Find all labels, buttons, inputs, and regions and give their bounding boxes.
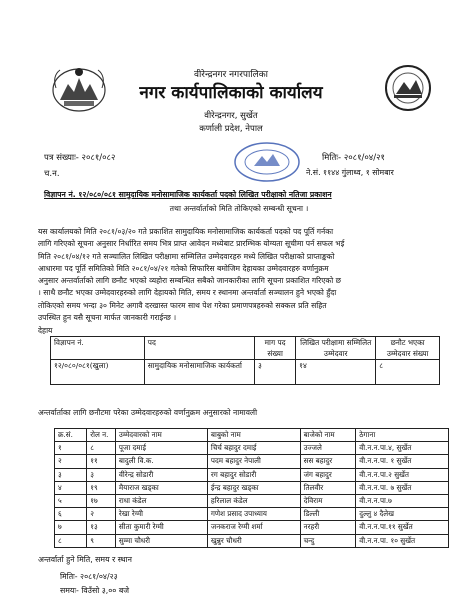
table-cell: पदम बहादुर नेपाली (207, 455, 300, 468)
table-row (55, 455, 449, 468)
table-cell: खुन्नुर चौधरी (207, 534, 300, 547)
table-cell: हरिलाल कंडेल (207, 494, 300, 507)
city-line: वीरेन्द्रनगर, सुर्खेत (204, 111, 258, 121)
body-line: आधारमा पद पूर्ति समितिको मिति २०८१/०४/२१ गतेको सिफारिस बमोजिम देहायका उम्मेदवारहरु वर्णानुक्रम (38, 263, 329, 273)
table-cell: ११ (87, 455, 116, 468)
table-row (55, 534, 449, 547)
col-demand: माग पद संख्या (255, 337, 296, 360)
table-cell: ९ (87, 534, 116, 547)
table-cell: गणेश प्रसाद उपाध्याय (207, 508, 300, 521)
interview-heading: अन्तर्वार्ता हुने मिति, समय र स्थान (38, 555, 132, 564)
table-cell: ३ (55, 468, 87, 481)
body-line: अनुसार अन्तर्वार्ताको लागि छनौट भएको व्यहोरा सम्बन्धित सबैको जानकारीका लागि सूचना प्रकाशित गरिएको छ (38, 276, 341, 286)
cell-written: १४ (296, 360, 376, 385)
col-ad-no: विज्ञापन नं. (51, 337, 145, 360)
table-cell: ४ (55, 481, 87, 494)
table-cell: ३ (87, 468, 116, 481)
interview-date: मितिः- २०८१/०४/२३ (60, 572, 118, 581)
table-row (55, 494, 449, 507)
table-row (55, 481, 449, 494)
table-cell: जंग बहादुर (300, 468, 356, 481)
table-cell: राधा कंडेल (115, 494, 207, 507)
body-line: यस कार्यालयको मिति २०८१/०३/२० गते प्रकाशित सामुदायिक मनोसामाजिक कार्यकर्ता पदको पद पूर्ति गर्नका (38, 227, 334, 236)
table-row (55, 442, 449, 455)
date-bs: मितिः- २०८१/०४/२१ (322, 153, 385, 163)
table-cell: चन्दु (300, 534, 356, 547)
col-post: पद (144, 337, 254, 360)
candidates-body (55, 442, 449, 548)
dehay-label: देहाय (38, 326, 53, 335)
table-cell: दुल्लु ४ दैलेख (356, 508, 449, 521)
table-row (55, 508, 449, 521)
table-cell: नरहरी (300, 521, 356, 534)
cell-selected: ८ (376, 360, 440, 385)
cell-post: सामुदायिक मनोसामाजिक कार्यकर्ता (144, 360, 254, 385)
table-cell: ५ (55, 494, 87, 507)
table-cell: ७ (55, 521, 87, 534)
body-line: उपस्थित हुन यसै सूचना मार्फत जानकारी गराईन्छ । (38, 313, 177, 323)
table-cell: सुम्मा चौधरी (115, 534, 207, 547)
table-cell: वी.न.न.पा.११ सुर्खेत (356, 521, 449, 534)
table-cell: वीरेन्द्र सोडारी (115, 468, 207, 481)
table-cell: सीता कुमारी रेग्मी (115, 521, 207, 534)
province-line: कर्णाली प्रदेश, नेपाल (199, 124, 263, 134)
table-cell: चिर्च बहादुर दमाई (207, 442, 300, 455)
office-stamp-icon (232, 140, 302, 184)
office-title: नगर कार्यपालिकाको कार्यालय (139, 83, 323, 103)
table-cell: ८ (87, 442, 116, 455)
table-cell: देविराम (300, 494, 356, 507)
table-row (55, 468, 449, 481)
table-cell: २ (55, 455, 87, 468)
table-cell: रेखा रेग्मी (115, 508, 207, 521)
table-cell: मैयाराज खड्का (115, 481, 207, 494)
table-cell: १ (55, 442, 87, 455)
col-father: बाबुको नाम (207, 429, 300, 442)
table-cell: सस बहादुर (300, 455, 356, 468)
notice-heading-line2: तथा अन्तर्वार्ताको मिति तोकिएको सम्बन्धी सूचना । (169, 204, 309, 213)
table-cell: ईन्द्र बहादुर खड्का (207, 481, 300, 494)
table-cell: वी.न.न.पा. ७ सुर्खेत (356, 481, 449, 494)
table-cell: रग बहादुर सोडारी (207, 468, 300, 481)
table-cell: १९ (87, 481, 116, 494)
table-cell: ६ (55, 508, 87, 521)
interview-time: समयः- विउँसो ३,०० बजे (60, 586, 130, 595)
table-cell: १३ (87, 521, 116, 534)
notice-heading-line1: विज्ञापन नं. १२/०८०/०८१ सामुदायिक मनोसामाजिक कार्यकर्ता पदको लिखित परीक्षाको नतिजा प्रकाशन (44, 190, 332, 199)
table-cell: ८ (55, 534, 87, 547)
list-heading: अन्तर्वार्ताका लागि छनौटमा परेका उम्मेदवारहरुको वर्णानुक्रम अनुसारको नामावली (38, 408, 258, 417)
candidates-table (54, 428, 449, 548)
notice-heading (44, 188, 434, 216)
table-cell: डिल्ली (300, 508, 356, 521)
body-line: लागि गरिएको सूचना अनुसार निर्धारित समय भित्र प्राप्त आवेदन मध्येबाट प्रारम्भिक योग्यता सूचीमा पर्न सफल भई (38, 239, 345, 249)
letter-number: पत्र संख्याः- २०८१/०८२ (44, 153, 116, 163)
table-cell: वी.न.न.पा.७ (356, 494, 449, 507)
body-line: । साथै छनौट भएका उम्मेदवारहरुको लागि देहायको मिति, समय र स्थानमा अन्तर्वार्ता सञ्चालन हुने भएको हुँदा (38, 288, 337, 298)
notice-body (38, 226, 428, 324)
table-cell: जनकराज रेग्मी शर्मा (207, 521, 300, 534)
table-cell: बादुली वि.क. (115, 455, 207, 468)
table-cell: वी.न.न.पा. १० सुर्खेत (356, 534, 449, 547)
col-grandfather: बाजेको नाम (300, 429, 356, 442)
col-sn: क्र.सं. (55, 429, 87, 442)
municipality-name: वीरेन्द्रनगर नगरपालिका (193, 70, 269, 80)
col-selected: छनौट भएका उम्मेदवार संख्या (376, 337, 440, 360)
table-cell: तिलवीर (300, 481, 356, 494)
dispatch-number: च.न. (44, 169, 60, 179)
table-cell: वी.न.न.पा.२ सुर्खेत (356, 468, 449, 481)
table-cell: २ (87, 508, 116, 521)
cell-demand: ३ (255, 360, 296, 385)
col-written: लिखित परीक्षामा सम्मिलित उम्मेदवार (296, 337, 376, 360)
vacancy-table (50, 336, 440, 385)
table-cell: वी.न.न.पा. १ सुर्खेत (356, 455, 449, 468)
body-line: मिति २०८१/०४/१२ गते सञ्चालित लिखित परीक्षामा सम्मिलित उम्मेदवारहरु मध्ये लिखित परीक्षाको प्राप्ताङ्कको (38, 251, 335, 261)
table-header-row (55, 429, 449, 442)
table-row (51, 360, 440, 385)
body-line: तोकिएको समय भन्दा ३० मिनेट अगावै दरखास्त फारम साथ पेश गरेका प्रमाणपत्रहरुको सक्कल प्रति सहित (38, 300, 327, 310)
table-row (55, 521, 449, 534)
date-nepal-sambat: ने.सं. ११४४ गुंलाथ्व, १ सोमबार (306, 168, 394, 177)
table-cell: पूजा दमाई (115, 442, 207, 455)
table-cell: उज्जले (300, 442, 356, 455)
cell-ad-no: १२/०८०/०८१(खुला) (51, 360, 145, 385)
table-header-row (51, 337, 440, 360)
col-address: ठेगाना (356, 429, 449, 442)
table-cell: १७ (87, 494, 116, 507)
table-cell: वी.न.न.पा.४, सुर्खेत (356, 442, 449, 455)
col-roll: रोल न. (87, 429, 116, 442)
col-name: उम्मेदवारको नाम (115, 429, 207, 442)
